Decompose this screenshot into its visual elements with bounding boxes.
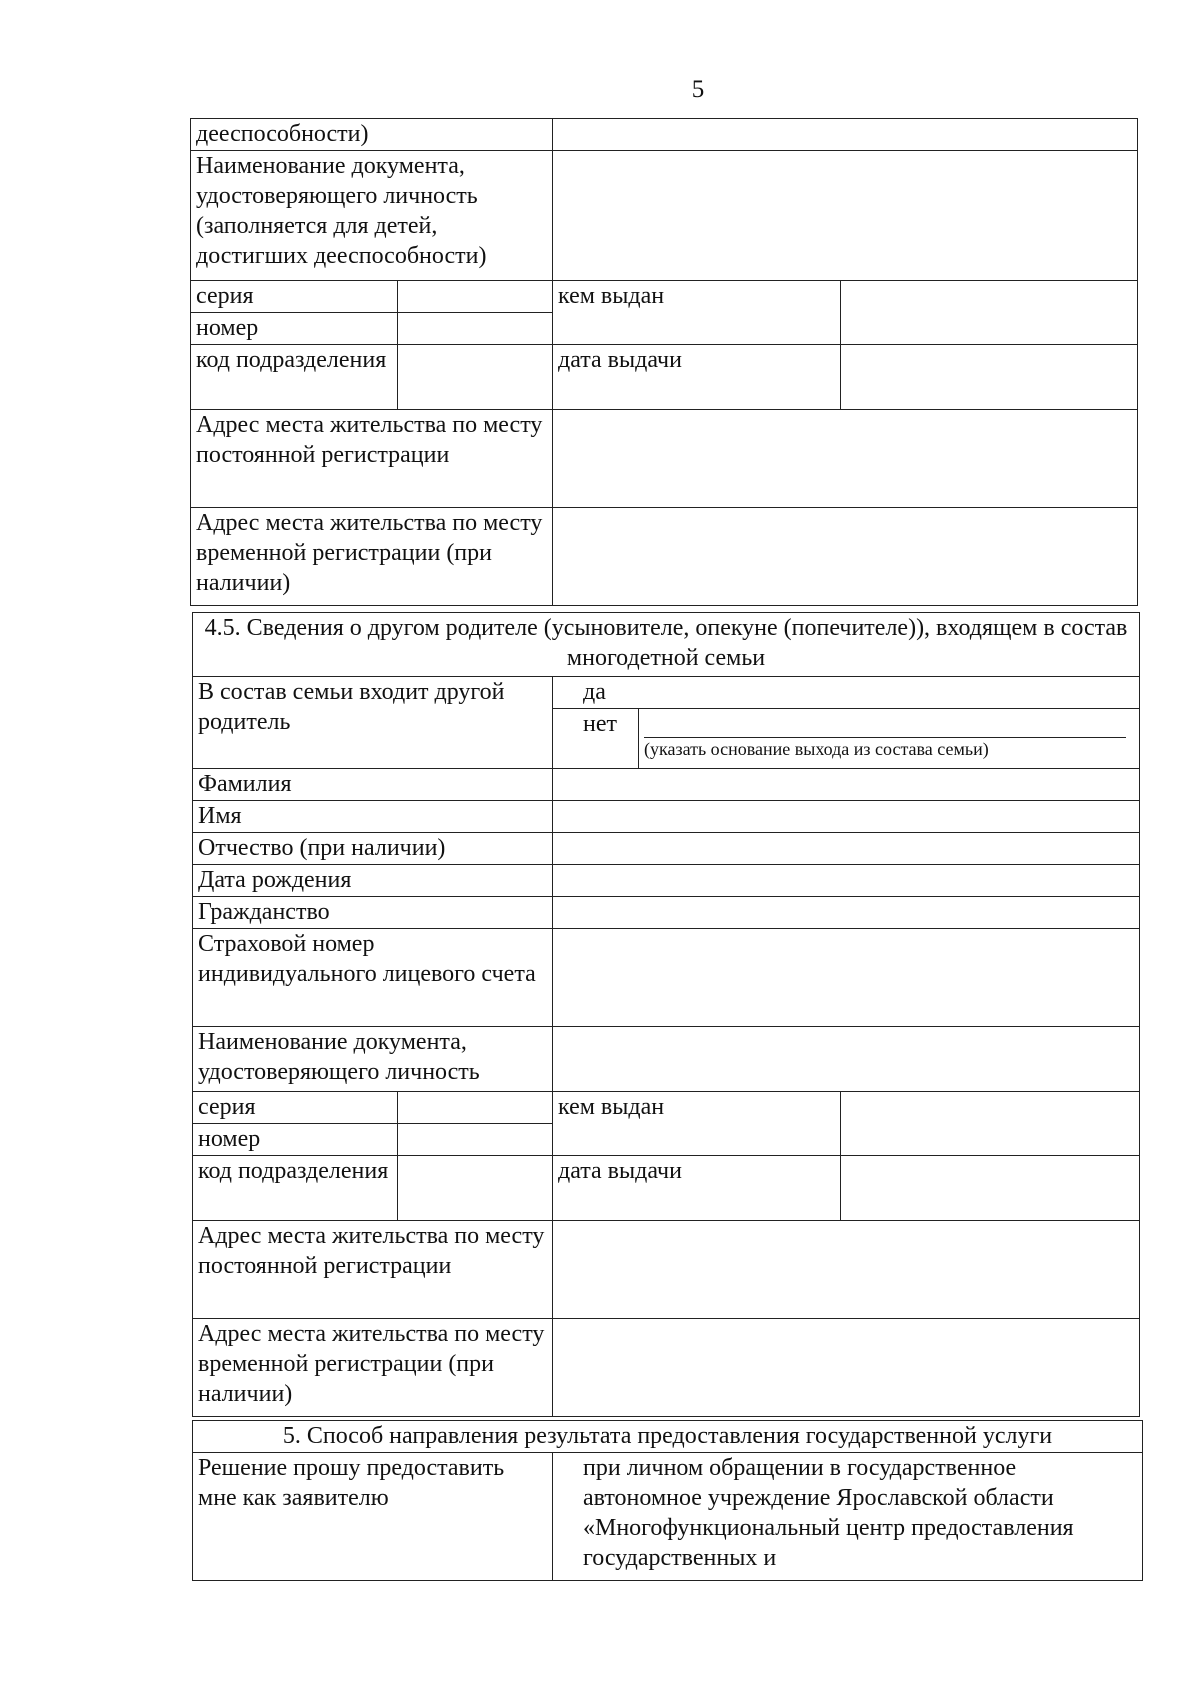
result-method-table [192, 1420, 1143, 1581]
value-imya[interactable] [553, 801, 1140, 833]
value-deesposobnosti[interactable] [553, 119, 1138, 151]
reason-hint: (указать основание выхода из состава семьи) [644, 739, 989, 759]
section-5-title: 5. Способ направления результата предоставления государственной услуги [193, 1421, 1143, 1453]
label-deesposobnosti: дееспособности) [191, 119, 553, 151]
method-personal-visit[interactable] [553, 1453, 1143, 1581]
label-addr-permanent: Адрес места жительства по месту постоянной регистрации [191, 410, 553, 508]
value-otchestvo[interactable] [553, 833, 1140, 865]
value-data-rozhdeniya[interactable] [553, 865, 1140, 897]
label-kem-vydan: кем выдан [553, 281, 841, 345]
label-data-vydachi-2: дата выдачи [553, 1156, 841, 1221]
label-addr-temporary-2: Адрес места жительства по месту временной регистрации (при наличии) [193, 1319, 553, 1417]
label-kod-podrazdeleniya: код подразделения [191, 345, 398, 410]
label-addr-permanent-2: Адрес места жительства по месту постоянной регистрации [193, 1221, 553, 1319]
option-no[interactable]: нет [553, 709, 639, 769]
applicant-document-table [190, 118, 1138, 606]
label-doc-name-2: Наименование документа, удостоверяющего личность [193, 1027, 553, 1092]
value-snils[interactable] [553, 929, 1140, 1027]
label-doc-name: Наименование документа, удостоверяющего личность (заполняется для детей, достигших дееспособности) [191, 151, 553, 281]
label-grazhdanstvo: Гражданство [193, 897, 553, 929]
value-data-vydachi[interactable] [841, 345, 1138, 410]
method-personal-visit-text: при личном обращении в государственное автономное учреждение Ярославской области «Многофункциональный центр предоставления государственных и [583, 1455, 1074, 1571]
value-kem-vydan[interactable] [841, 281, 1138, 345]
label-seria-2: серия [193, 1092, 398, 1124]
other-parent-table [192, 612, 1140, 1417]
value-nomer[interactable] [398, 313, 553, 345]
label-addr-temporary: Адрес места жительства по месту временной регистрации (при наличии) [191, 508, 553, 606]
value-nomer-2[interactable] [398, 1124, 553, 1156]
value-kem-vydan-2[interactable] [841, 1092, 1140, 1156]
value-addr-temporary[interactable] [553, 508, 1138, 606]
label-seria: серия [191, 281, 398, 313]
label-nomer: номер [191, 313, 398, 345]
label-family-includes: В состав семьи входит другой родитель [193, 677, 553, 769]
value-doc-name-2[interactable] [553, 1027, 1140, 1092]
value-kod-podrazdeleniya[interactable] [398, 345, 553, 410]
value-doc-name[interactable] [553, 151, 1138, 281]
label-nomer-2: номер [193, 1124, 398, 1156]
option-yes[interactable]: да [553, 677, 1140, 709]
value-seria[interactable] [398, 281, 553, 313]
value-seria-2[interactable] [398, 1092, 553, 1124]
page-number: 5 [691, 76, 705, 103]
value-addr-permanent[interactable] [553, 410, 1138, 508]
label-kod-podrazdeleniya-2: код подразделения [193, 1156, 398, 1221]
section-45-title: 4.5. Сведения о другом родителе (усыновителе, опекуне (попечителе)), входящем в состав многодетной семьи [193, 613, 1140, 677]
value-kod-podrazdeleniya-2[interactable] [398, 1156, 553, 1221]
label-snils: Страховой номер индивидуального лицевого счета [193, 929, 553, 1027]
label-data-rozhdeniya: Дата рождения [193, 865, 553, 897]
value-grazhdanstvo[interactable] [553, 897, 1140, 929]
label-kem-vydan-2: кем выдан [553, 1092, 841, 1156]
label-imya: Имя [193, 801, 553, 833]
value-familiya[interactable] [553, 769, 1140, 801]
value-addr-permanent-2[interactable] [553, 1221, 1140, 1319]
label-decision: Решение прошу предоставить мне как заявителю [193, 1453, 553, 1581]
label-data-vydachi: дата выдачи [553, 345, 841, 410]
label-otchestvo: Отчество (при наличии) [193, 833, 553, 865]
reason-input-line[interactable] [644, 711, 1126, 738]
value-data-vydachi-2[interactable] [841, 1156, 1140, 1221]
value-addr-temporary-2[interactable] [553, 1319, 1140, 1417]
label-familiya: Фамилия [193, 769, 553, 801]
